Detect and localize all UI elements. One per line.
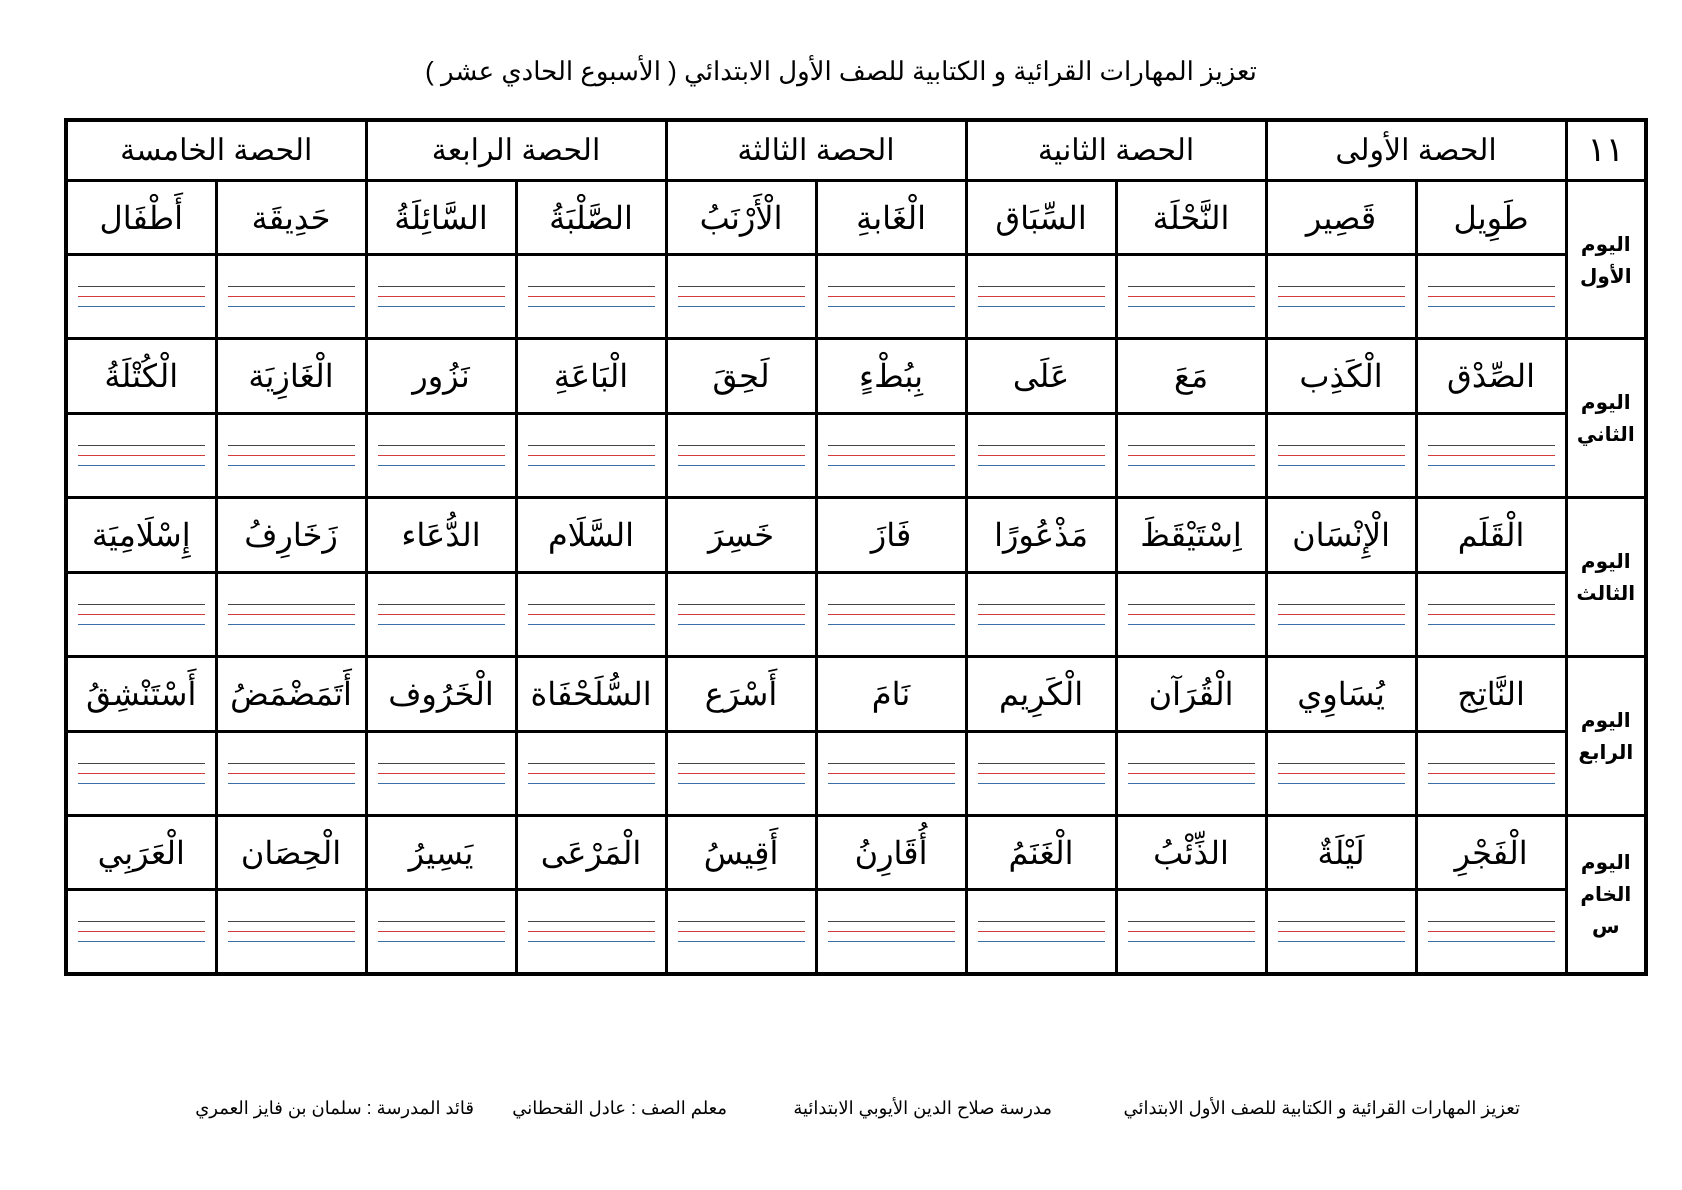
- vocab-word: الْقَلَم: [1416, 498, 1566, 573]
- writing-lines[interactable]: [1416, 255, 1566, 339]
- writing-guide-line-red: [378, 931, 505, 932]
- writing-guide-line-red: [828, 931, 955, 932]
- day-label-text: اليوم: [1580, 231, 1631, 256]
- vocab-word: الْإِنْسَان: [1266, 498, 1416, 573]
- session-header: الحصة الثالثة: [666, 120, 966, 180]
- writing-lines[interactable]: [516, 731, 666, 815]
- writing-guide-line-black: [828, 286, 955, 287]
- writing-guide-line-black: [528, 286, 655, 287]
- writing-guide-line-blue: [1278, 941, 1405, 942]
- vocab-word: الْبَاعَةِ: [516, 339, 666, 414]
- writing-guide-line-black: [978, 445, 1105, 446]
- vocab-word: الصِّدْق: [1416, 339, 1566, 414]
- writing-lines[interactable]: [1116, 414, 1266, 498]
- writing-guide-line-red: [678, 773, 805, 774]
- writing-guide-line-blue: [528, 465, 655, 466]
- writing-guide-line-black: [528, 604, 655, 605]
- writing-lines[interactable]: [366, 731, 516, 815]
- writing-guide-line-blue: [978, 306, 1105, 307]
- writing-guide-line-black: [528, 921, 655, 922]
- writing-lines[interactable]: [66, 731, 216, 815]
- writing-guide-line-blue: [1278, 465, 1405, 466]
- writing-guide-line-blue: [1428, 783, 1555, 784]
- word-row: [66, 656, 1646, 731]
- writing-guide-line-red: [1428, 773, 1555, 774]
- writing-lines[interactable]: [366, 890, 516, 974]
- writing-guide-line-blue: [1428, 306, 1555, 307]
- writing-lines[interactable]: [816, 731, 966, 815]
- writing-guide-line-blue: [378, 941, 505, 942]
- vocab-word: حَدِيقَة: [216, 180, 366, 255]
- vocab-word: الْغَابةِ: [816, 180, 966, 255]
- writing-guide-line-black: [1278, 286, 1405, 287]
- writing-guide-line-red: [1278, 614, 1405, 615]
- writing-guide-line-red: [978, 773, 1105, 774]
- vocab-word: أَتَمَضْمَضُ: [216, 656, 366, 731]
- writing-lines[interactable]: [1266, 572, 1416, 656]
- vocab-word: الْفَجْرِ: [1416, 815, 1566, 890]
- writing-guide-line-black: [228, 604, 355, 605]
- writing-guide-line-black: [1128, 921, 1255, 922]
- writing-guide-line-blue: [1128, 465, 1255, 466]
- writing-guide-line-red: [828, 296, 955, 297]
- day-label: [1566, 339, 1646, 498]
- writing-guide-line-red: [378, 773, 505, 774]
- writing-guide-line-red: [1278, 296, 1405, 297]
- writing-guide-line-red: [1428, 296, 1555, 297]
- writing-guide-line-blue: [1128, 306, 1255, 307]
- writing-guide-line-blue: [678, 941, 805, 942]
- writing-guide-line-red: [978, 614, 1105, 615]
- writing-guide-line-red: [228, 773, 355, 774]
- writing-lines[interactable]: [666, 731, 816, 815]
- writing-row: [66, 572, 1646, 656]
- vocab-word: الدُّعَاء: [366, 498, 516, 573]
- week-number: ١١: [1566, 120, 1646, 180]
- writing-guide-line-red: [1428, 455, 1555, 456]
- writing-guide-line-blue: [978, 941, 1105, 942]
- writing-guide-line-black: [1278, 921, 1405, 922]
- writing-lines[interactable]: [66, 572, 216, 656]
- writing-guide-line-red: [678, 296, 805, 297]
- header-row: [66, 120, 1646, 180]
- writing-lines[interactable]: [516, 890, 666, 974]
- writing-guide-line-black: [828, 445, 955, 446]
- footer: [0, 1098, 1682, 1128]
- vocab-word: الْخَرُوف: [366, 656, 516, 731]
- writing-guide-line-red: [228, 931, 355, 932]
- writing-guide-line-black: [1128, 286, 1255, 287]
- writing-guide-line-black: [78, 921, 205, 922]
- vocab-word: الْعَرَبِي: [66, 815, 216, 890]
- writing-guide-line-blue: [678, 306, 805, 307]
- writing-guide-line-black: [378, 445, 505, 446]
- writing-lines[interactable]: [1266, 414, 1416, 498]
- writing-guide-line-blue: [528, 624, 655, 625]
- writing-guide-line-blue: [1428, 624, 1555, 625]
- vocab-word: الْحِصَان: [216, 815, 366, 890]
- writing-guide-line-red: [228, 614, 355, 615]
- vocab-word: بِبُطْءٍ: [816, 339, 966, 414]
- footer-principal: قائد المدرسة : سلمان بن فايز العمري: [195, 1098, 474, 1118]
- vocab-word: خَسِرَ: [666, 498, 816, 573]
- writing-guide-line-black: [1128, 445, 1255, 446]
- vocab-word: نَامَ: [816, 656, 966, 731]
- writing-lines[interactable]: [1266, 731, 1416, 815]
- writing-guide-line-red: [78, 773, 205, 774]
- writing-lines[interactable]: [816, 890, 966, 974]
- writing-guide-line-black: [228, 286, 355, 287]
- session-header: الحصة الثانية: [966, 120, 1266, 180]
- writing-guide-line-black: [228, 445, 355, 446]
- vocab-word: السَّلَام: [516, 498, 666, 573]
- writing-guide-line-black: [528, 763, 655, 764]
- writing-guide-line-red: [78, 455, 205, 456]
- writing-guide-line-red: [1428, 614, 1555, 615]
- writing-guide-line-black: [78, 445, 205, 446]
- writing-guide-line-blue: [78, 624, 205, 625]
- writing-lines[interactable]: [1416, 731, 1566, 815]
- writing-guide-line-red: [678, 614, 805, 615]
- writing-guide-line-blue: [828, 306, 955, 307]
- vocab-word: الْغَنَمُ: [966, 815, 1116, 890]
- writing-guide-line-red: [78, 296, 205, 297]
- writing-lines[interactable]: [1116, 572, 1266, 656]
- writing-guide-line-black: [528, 445, 655, 446]
- writing-lines[interactable]: [666, 572, 816, 656]
- writing-lines[interactable]: [966, 572, 1116, 656]
- day-label-text: س: [1591, 914, 1620, 939]
- session-header: الحصة الخامسة: [66, 120, 366, 180]
- day-label-text: اليوم: [1580, 850, 1631, 875]
- writing-lines[interactable]: [66, 255, 216, 339]
- writing-guide-line-black: [1128, 763, 1255, 764]
- writing-guide-line-black: [678, 921, 805, 922]
- writing-guide-line-black: [78, 604, 205, 605]
- day-label: [1566, 498, 1646, 657]
- writing-guide-line-blue: [828, 465, 955, 466]
- writing-guide-line-blue: [1428, 465, 1555, 466]
- word-row: [66, 339, 1646, 414]
- writing-guide-line-blue: [78, 306, 205, 307]
- vocab-word: زَخَارِفُ: [216, 498, 366, 573]
- day-label-text: اليوم: [1580, 549, 1631, 574]
- vocab-word: نَزُور: [366, 339, 516, 414]
- footer-subject: تعزيز المهارات القرائية و الكتابية للصف الأول الابتدائي: [1123, 1098, 1520, 1118]
- writing-guide-line-blue: [78, 941, 205, 942]
- writing-guide-line-black: [678, 604, 805, 605]
- writing-lines[interactable]: [66, 414, 216, 498]
- writing-guide-line-black: [1428, 921, 1555, 922]
- writing-guide-line-blue: [1128, 783, 1255, 784]
- writing-guide-line-blue: [828, 941, 955, 942]
- vocab-word: السَّائِلَةُ: [366, 180, 516, 255]
- writing-guide-line-red: [528, 455, 655, 456]
- writing-guide-line-black: [678, 286, 805, 287]
- writing-lines[interactable]: [1116, 255, 1266, 339]
- writing-guide-line-red: [828, 614, 955, 615]
- writing-row: [66, 731, 1646, 815]
- vocab-word: عَلَى: [966, 339, 1116, 414]
- writing-lines[interactable]: [666, 255, 816, 339]
- footer-school: مدرسة صلاح الدين الأيوبي الابتدائية: [793, 1098, 1052, 1118]
- writing-guide-line-blue: [378, 783, 505, 784]
- writing-guide-line-black: [378, 604, 505, 605]
- writing-guide-line-red: [978, 931, 1105, 932]
- writing-guide-line-red: [1278, 455, 1405, 456]
- vocab-word: لَحِقَ: [666, 339, 816, 414]
- writing-guide-line-blue: [228, 941, 355, 942]
- writing-guide-line-blue: [378, 624, 505, 625]
- writing-guide-line-blue: [228, 624, 355, 625]
- writing-guide-line-red: [528, 614, 655, 615]
- vocab-word: يُسَاوِي: [1266, 656, 1416, 731]
- writing-guide-line-blue: [828, 624, 955, 625]
- writing-guide-line-black: [828, 604, 955, 605]
- writing-guide-line-black: [828, 921, 955, 922]
- writing-lines[interactable]: [1266, 255, 1416, 339]
- day-label: [1566, 180, 1646, 339]
- writing-lines[interactable]: [1416, 890, 1566, 974]
- vocab-word: السُّلَحْفَاة: [516, 656, 666, 731]
- worksheet-table: [64, 118, 1648, 976]
- writing-guide-line-red: [1428, 931, 1555, 932]
- writing-guide-line-black: [78, 763, 205, 764]
- vocab-word: قَصِير: [1266, 180, 1416, 255]
- writing-guide-line-blue: [528, 783, 655, 784]
- writing-guide-line-blue: [378, 465, 505, 466]
- writing-guide-line-red: [228, 296, 355, 297]
- writing-lines[interactable]: [1116, 731, 1266, 815]
- writing-guide-line-blue: [1278, 306, 1405, 307]
- writing-row: [66, 414, 1646, 498]
- vocab-word: النَّاتِج: [1416, 656, 1566, 731]
- writing-guide-line-black: [228, 921, 355, 922]
- vocab-word: طَوِيل: [1416, 180, 1566, 255]
- writing-guide-line-blue: [678, 465, 805, 466]
- writing-guide-line-blue: [378, 306, 505, 307]
- writing-guide-line-red: [528, 296, 655, 297]
- writing-guide-line-red: [978, 455, 1105, 456]
- writing-guide-line-black: [228, 763, 355, 764]
- writing-guide-line-black: [828, 763, 955, 764]
- writing-lines[interactable]: [216, 890, 366, 974]
- writing-guide-line-red: [678, 455, 805, 456]
- writing-guide-line-black: [1278, 445, 1405, 446]
- writing-guide-line-black: [978, 286, 1105, 287]
- day-label: [1566, 815, 1646, 974]
- writing-guide-line-blue: [228, 465, 355, 466]
- writing-lines[interactable]: [666, 414, 816, 498]
- page-title: تعزيز المهارات القرائية و الكتابية للصف الأول الابتدائي ( الأسبوع الحادي عشر ): [425, 56, 1257, 86]
- writing-guide-line-black: [978, 604, 1105, 605]
- vocab-word: الْمَرْعَى: [516, 815, 666, 890]
- session-header: الحصة الأولى: [1266, 120, 1566, 180]
- writing-lines[interactable]: [216, 572, 366, 656]
- writing-lines[interactable]: [1116, 890, 1266, 974]
- vocab-word: أُقَارِنُ: [816, 815, 966, 890]
- writing-lines[interactable]: [966, 414, 1116, 498]
- writing-guide-line-blue: [528, 306, 655, 307]
- writing-lines[interactable]: [816, 414, 966, 498]
- writing-guide-line-blue: [78, 465, 205, 466]
- writing-guide-line-blue: [228, 306, 355, 307]
- writing-guide-line-red: [378, 614, 505, 615]
- writing-row: [66, 255, 1646, 339]
- writing-lines[interactable]: [216, 414, 366, 498]
- writing-guide-line-black: [678, 445, 805, 446]
- session-header: الحصة الرابعة: [366, 120, 666, 180]
- writing-guide-line-red: [528, 773, 655, 774]
- writing-lines[interactable]: [966, 890, 1116, 974]
- writing-lines[interactable]: [1416, 572, 1566, 656]
- writing-lines[interactable]: [1416, 414, 1566, 498]
- writing-lines[interactable]: [816, 255, 966, 339]
- writing-guide-line-red: [228, 455, 355, 456]
- writing-guide-line-red: [378, 455, 505, 456]
- writing-lines[interactable]: [366, 414, 516, 498]
- writing-lines[interactable]: [966, 731, 1116, 815]
- day-label-text: اليوم: [1580, 390, 1631, 415]
- day-label-text: الثاني: [1576, 422, 1635, 447]
- writing-guide-line-black: [378, 286, 505, 287]
- writing-lines[interactable]: [66, 890, 216, 974]
- writing-lines[interactable]: [366, 255, 516, 339]
- vocab-word: فَازَ: [816, 498, 966, 573]
- writing-guide-line-black: [1278, 763, 1405, 764]
- writing-guide-line-black: [978, 763, 1105, 764]
- writing-guide-line-blue: [978, 624, 1105, 625]
- writing-guide-line-black: [1278, 604, 1405, 605]
- vocab-word: أَقِيسُ: [666, 815, 816, 890]
- writing-guide-line-red: [378, 296, 505, 297]
- writing-guide-line-red: [1278, 773, 1405, 774]
- writing-guide-line-black: [378, 763, 505, 764]
- footer-teacher: معلم الصف : عادل القحطاني: [512, 1098, 727, 1118]
- vocab-word: لَيْلَةٌ: [1266, 815, 1416, 890]
- writing-guide-line-red: [828, 455, 955, 456]
- day-label: [1566, 656, 1646, 815]
- writing-lines[interactable]: [1266, 890, 1416, 974]
- writing-guide-line-red: [1128, 931, 1255, 932]
- day-label-text: الثالث: [1576, 581, 1636, 606]
- writing-guide-line-black: [678, 763, 805, 764]
- writing-guide-line-red: [828, 773, 955, 774]
- writing-guide-line-red: [678, 931, 805, 932]
- writing-guide-line-red: [1128, 296, 1255, 297]
- writing-lines[interactable]: [216, 255, 366, 339]
- writing-guide-line-blue: [1278, 624, 1405, 625]
- writing-lines[interactable]: [516, 572, 666, 656]
- writing-guide-line-red: [1128, 614, 1255, 615]
- vocab-word: يَسِيرُ: [366, 815, 516, 890]
- writing-lines[interactable]: [816, 572, 966, 656]
- vocab-word: الذِّئْبُ: [1116, 815, 1266, 890]
- writing-guide-line-red: [1128, 773, 1255, 774]
- writing-guide-line-blue: [228, 783, 355, 784]
- writing-guide-line-blue: [678, 624, 805, 625]
- writing-guide-line-red: [1128, 455, 1255, 456]
- writing-guide-line-black: [378, 921, 505, 922]
- vocab-word: الْغَازِيَة: [216, 339, 366, 414]
- writing-lines[interactable]: [516, 255, 666, 339]
- writing-guide-line-blue: [1128, 941, 1255, 942]
- writing-guide-line-black: [1428, 763, 1555, 764]
- vocab-word: الْكَرِيم: [966, 656, 1116, 731]
- day-label-text: الأول: [1580, 263, 1632, 288]
- writing-guide-line-red: [978, 296, 1105, 297]
- writing-guide-line-black: [1128, 604, 1255, 605]
- word-row: [66, 498, 1646, 573]
- writing-guide-line-blue: [1278, 783, 1405, 784]
- writing-guide-line-black: [1428, 445, 1555, 446]
- writing-guide-line-blue: [678, 783, 805, 784]
- writing-lines[interactable]: [366, 572, 516, 656]
- vocab-word: أَسْتَنْشِقُ: [66, 656, 216, 731]
- writing-guide-line-blue: [978, 783, 1105, 784]
- writing-guide-line-red: [78, 614, 205, 615]
- vocab-word: الصَّلْبَةُ: [516, 180, 666, 255]
- writing-lines[interactable]: [666, 890, 816, 974]
- writing-guide-line-blue: [78, 783, 205, 784]
- vocab-word: إِسْلَامِيَة: [66, 498, 216, 573]
- vocab-word: الْقُرَآن: [1116, 656, 1266, 731]
- writing-lines[interactable]: [516, 414, 666, 498]
- writing-lines[interactable]: [966, 255, 1116, 339]
- vocab-word: مَعَ: [1116, 339, 1266, 414]
- writing-guide-line-black: [1428, 286, 1555, 287]
- writing-guide-line-blue: [978, 465, 1105, 466]
- writing-guide-line-blue: [828, 783, 955, 784]
- writing-guide-line-blue: [1128, 624, 1255, 625]
- writing-guide-line-black: [1428, 604, 1555, 605]
- writing-guide-line-red: [1278, 931, 1405, 932]
- vocab-word: الْكُتْلَةُ: [66, 339, 216, 414]
- vocab-word: السِّبَاق: [966, 180, 1116, 255]
- word-row: [66, 815, 1646, 890]
- word-row: [66, 180, 1646, 255]
- vocab-word: الْأَرْنَبُ: [666, 180, 816, 255]
- vocab-word: النَّحْلَة: [1116, 180, 1266, 255]
- day-label-text: اليوم: [1580, 707, 1631, 732]
- day-label-text: الخام: [1580, 882, 1632, 907]
- writing-row: [66, 890, 1646, 974]
- vocab-word: مَذْعُورًا: [966, 498, 1116, 573]
- vocab-word: اِسْتَيْقَظَ: [1116, 498, 1266, 573]
- day-label-text: الرابع: [1578, 739, 1634, 764]
- vocab-word: الْكَذِب: [1266, 339, 1416, 414]
- writing-guide-line-black: [78, 286, 205, 287]
- writing-lines[interactable]: [216, 731, 366, 815]
- writing-guide-line-blue: [1428, 941, 1555, 942]
- vocab-word: أَسْرَع: [666, 656, 816, 731]
- writing-guide-line-red: [528, 931, 655, 932]
- writing-guide-line-blue: [528, 941, 655, 942]
- writing-guide-line-black: [978, 921, 1105, 922]
- vocab-word: أَطْفَال: [66, 180, 216, 255]
- writing-guide-line-red: [78, 931, 205, 932]
